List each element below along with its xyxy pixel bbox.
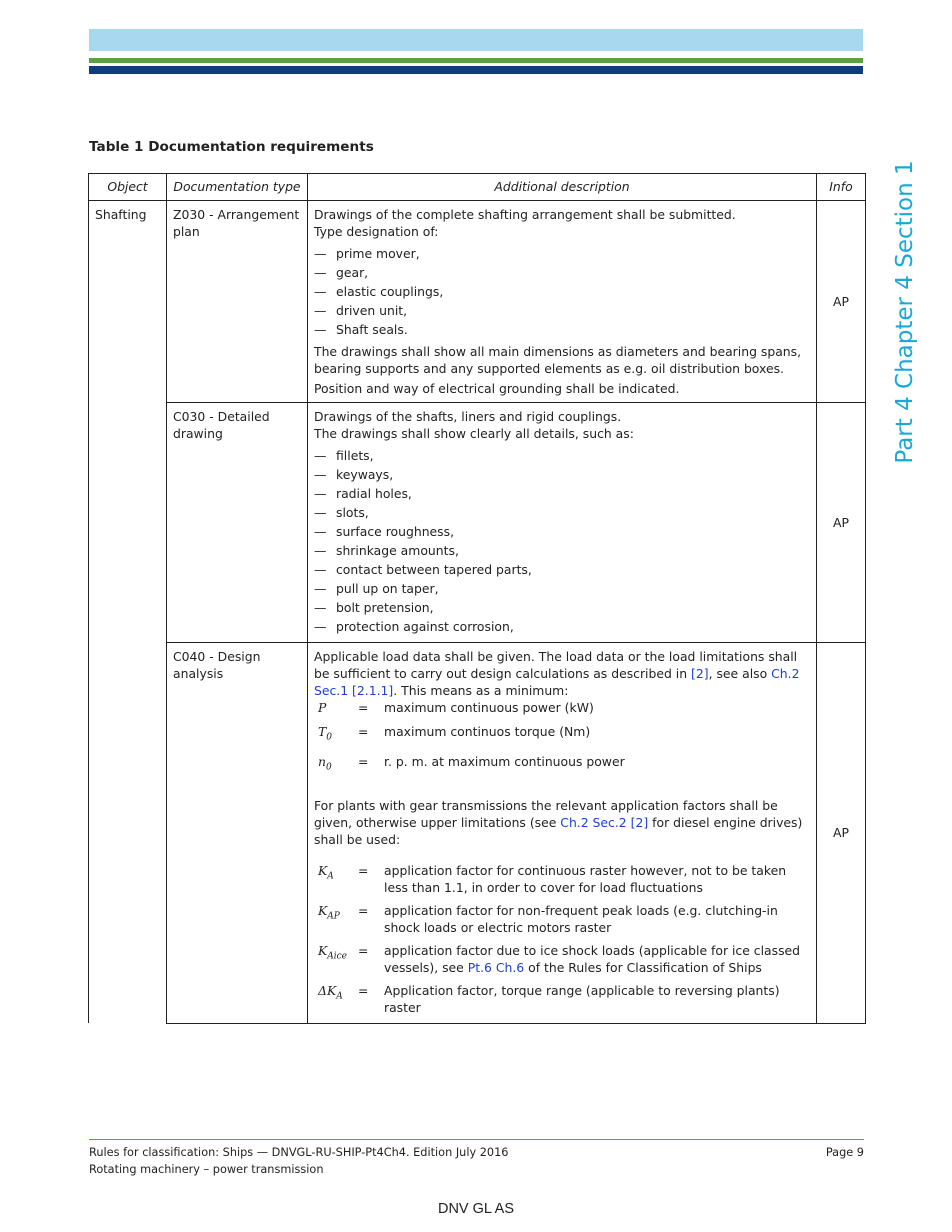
definition-text: application factor for non-frequent peak loads (e.g. clutching-in shock loads or electric motors raster bbox=[384, 902, 778, 935]
header-band-navy bbox=[89, 66, 863, 74]
equals-sign: = bbox=[358, 982, 369, 998]
definition-text: maximum continuos torque (Nm) bbox=[384, 724, 591, 739]
symbol: $T_0$ bbox=[318, 724, 332, 743]
documentation-requirements-table bbox=[88, 173, 866, 1024]
text-run: application factor due to ice shock loads (applicable for ice classed vessels), see bbox=[384, 942, 801, 975]
description-text: The drawings shall show all main dimensions as diameters and bearing spans, bearing supports and any supported elements as e.g. oil distribution boxes. bbox=[314, 344, 802, 376]
footer-page-number: Page 9 bbox=[825, 1146, 864, 1159]
reference-link[interactable]: Ch.2 Sec.2 [2] bbox=[560, 814, 649, 830]
description-cell bbox=[308, 403, 817, 643]
definitions-list bbox=[314, 699, 625, 779]
header-documentation-type: Documentation type bbox=[167, 174, 308, 201]
description-text: Position and way of electrical grounding shall be indicated. bbox=[314, 381, 680, 396]
footer-chapter-title: Rotating machinery – power transmission bbox=[89, 1163, 324, 1176]
symbol: $K_{AP}$ bbox=[318, 902, 340, 922]
info-cell: AP bbox=[817, 201, 866, 403]
list-item: — fillets, bbox=[314, 447, 810, 464]
definition-row bbox=[314, 699, 625, 718]
dash-list bbox=[314, 245, 810, 338]
list-item: — shrinkage amounts, bbox=[314, 542, 810, 559]
list-item: — surface roughness, bbox=[314, 523, 810, 540]
definitions-list bbox=[314, 862, 810, 1018]
text-run: , see also bbox=[708, 666, 772, 681]
reference-link[interactable]: Ch.2 Sec.1 [2.1.1] bbox=[314, 666, 800, 698]
symbol: $K_{Aice}$ bbox=[318, 942, 348, 962]
definition-text: r. p. m. at maximum continuous power bbox=[384, 754, 625, 770]
info-cell: AP bbox=[817, 643, 866, 1024]
equals-sign: = bbox=[358, 902, 369, 918]
header-object: Object bbox=[89, 174, 167, 201]
description-text bbox=[314, 797, 810, 848]
equals-sign: = bbox=[358, 862, 369, 878]
header-band-light bbox=[89, 29, 863, 51]
definition-row bbox=[314, 978, 810, 1018]
reference-link[interactable]: Pt.6 Ch.6 bbox=[467, 959, 525, 975]
definition-text: Application factor, torque range (applicable to reversing plants) raster bbox=[384, 982, 780, 1015]
object-cell: Shafting bbox=[89, 201, 167, 403]
equals-sign: = bbox=[358, 942, 369, 958]
definition-row bbox=[314, 898, 810, 938]
text-run: Applicable load data shall be given. The load data or the load limitations shall be sufficient to carry out design calculations as described in bbox=[314, 649, 798, 681]
table-caption: Table 1 Documentation requirements bbox=[89, 139, 374, 155]
side-section-title: Part 4 Chapter 4 Section 1 bbox=[892, 160, 918, 464]
list-item: — keyways, bbox=[314, 466, 810, 483]
info-cell: AP bbox=[817, 403, 866, 643]
object-cell-continued bbox=[89, 643, 167, 1024]
definition-text: application factor for continuous raster however, not to be taken less than 1.1, in order to cover for load fluctuations bbox=[384, 862, 787, 895]
footer-rule bbox=[89, 1139, 864, 1140]
table-row bbox=[89, 643, 866, 1024]
definition-text bbox=[384, 938, 810, 978]
footer-company: DNV GL AS bbox=[437, 1201, 515, 1217]
list-item: — contact between tapered parts, bbox=[314, 561, 810, 578]
symbol: $\Delta K_A$ bbox=[318, 982, 343, 1002]
description-text: Type designation of: bbox=[314, 224, 439, 239]
definition-text: maximum continuous power (kW) bbox=[384, 700, 594, 715]
description-text: The drawings shall show clearly all details, such as: bbox=[314, 426, 634, 441]
doc-type-cell: C030 - Detailed drawing bbox=[167, 403, 308, 643]
text-run: . This means as a minimum: bbox=[393, 683, 569, 698]
symbol: $K_A$ bbox=[318, 862, 334, 882]
definition-row bbox=[314, 938, 810, 978]
list-item: — Shaft seals. bbox=[314, 321, 810, 338]
list-item: — protection against corrosion, bbox=[314, 618, 810, 635]
list-item: — driven unit, bbox=[314, 302, 810, 319]
list-item: — radial holes, bbox=[314, 485, 810, 502]
dash-list bbox=[314, 447, 810, 635]
text-run: for diesel engine drives) shall be used: bbox=[314, 814, 803, 847]
doc-type-cell: C040 - Design analysis bbox=[167, 643, 308, 1024]
table-row bbox=[89, 403, 866, 643]
table-row bbox=[89, 201, 866, 403]
definition-row bbox=[314, 718, 625, 748]
description-text: Drawings of the complete shafting arrangement shall be submitted. bbox=[314, 207, 736, 222]
list-item: — bolt pretension, bbox=[314, 599, 810, 616]
description-cell bbox=[308, 201, 817, 403]
equals-sign: = bbox=[358, 754, 369, 770]
table-header-row bbox=[89, 174, 866, 201]
list-item: — prime mover, bbox=[314, 245, 810, 262]
reference-link[interactable]: [2] bbox=[691, 666, 709, 681]
equals-sign: = bbox=[358, 700, 369, 715]
doc-type-cell: Z030 - Arrangement plan bbox=[167, 201, 308, 403]
text-run: of the Rules for Classification of Ships bbox=[524, 959, 762, 975]
header-info: Info bbox=[817, 174, 866, 201]
definition-row bbox=[314, 748, 625, 778]
footer-document-title: Rules for classification: Ships — DNVGL-RU-SHIP-Pt4Ch4. Edition July 2016 bbox=[89, 1146, 509, 1159]
symbol: P bbox=[318, 700, 327, 715]
equals-sign: = bbox=[358, 724, 369, 739]
description-text: Drawings of the shafts, liners and rigid couplings. bbox=[314, 409, 622, 424]
description-cell bbox=[308, 643, 817, 1024]
symbol: $n_0$ bbox=[318, 754, 332, 773]
header-band-green bbox=[89, 58, 863, 63]
description-text bbox=[314, 648, 810, 699]
text-run: For plants with gear transmissions the relevant application factors shall be given, otherwise upper limitations (see bbox=[314, 797, 778, 830]
list-item: — slots, bbox=[314, 504, 810, 521]
object-cell-continued bbox=[89, 403, 167, 643]
definition-row bbox=[314, 862, 810, 898]
list-item: — pull up on taper, bbox=[314, 580, 810, 597]
header-additional-description: Additional description bbox=[308, 174, 817, 201]
list-item: — gear, bbox=[314, 264, 810, 281]
list-item: — elastic couplings, bbox=[314, 283, 810, 300]
